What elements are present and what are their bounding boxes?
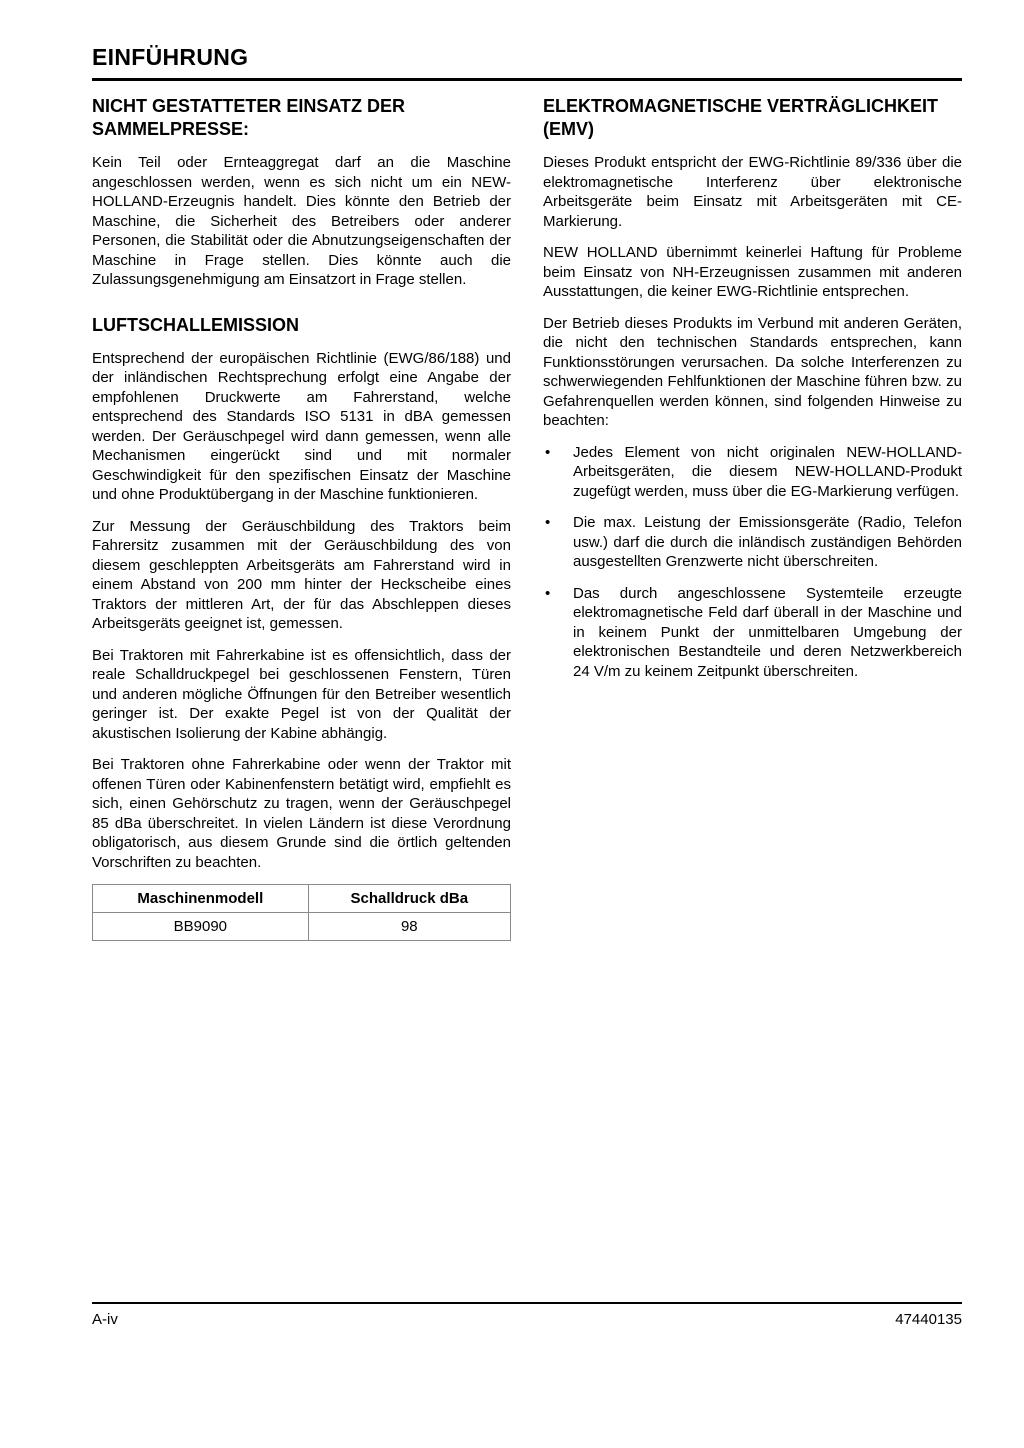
table-header-sound-pressure: Schalldruck dBa (308, 885, 510, 913)
bullet-item (543, 513, 962, 572)
left-column (92, 95, 511, 941)
paragraph: Bei Traktoren ohne Fahrerkabine oder wenn der Traktor mit offenen Türen oder Kabinenfenstern betätigt wird, empfiehlt es sich, einen Gehörschutz zu tragen, wenn der Geräuschpegel 85 dBa überschreitet. In vielen Ländern ist diese Verordnung obligatorisch, aus diesem Grunde sind die örtlich geltenden Vorschriften zu beachten. (92, 756, 511, 871)
section-heading-unauthorized-use: NICHT GESTATTETER EINSATZ DER SAMMELPRESSE: (92, 96, 405, 140)
page-content (92, 44, 962, 941)
two-column-layout (92, 95, 962, 941)
table-header-row (93, 885, 511, 913)
footer-page-number: A-iv (92, 1311, 118, 1328)
bullet-item (543, 443, 962, 502)
paragraph: Zur Messung der Geräuschbildung des Traktors beim Fahrersitz zusammen mit der Geräuschbildung des von diesem geschleppten Arbeitsgeräts am Fahrerstand wird in einem Abstand von 200 mm hinter der Heckscheibe eines Traktors der mittleren Art, der für das Abschleppen dieses Arbeitsgeräts geeignet ist, gemessen. (92, 517, 511, 633)
paragraph: Bei Traktoren mit Fahrerkabine ist es offensichtlich, dass der reale Schalldruckpegel bei geschlossenen Fenstern, Türen und anderen mögliche Öffnungen für den Betreiber wesentlich geringer ist. Der exakte Pegel ist von der Qualität der akustischen Isolierung der Kabine abhängig. (92, 646, 511, 742)
bullet-item (543, 584, 962, 682)
page-title: EINFÜHRUNG (92, 44, 249, 70)
paragraph: NEW HOLLAND übernimmt keinerlei Haftung für Probleme beim Einsatz von NH-Erzeugnissen zusammen mit anderen Ausstattungen, die keiner EWG-Richtlinie entsprechen. (543, 244, 962, 301)
right-column (543, 95, 962, 941)
table-cell-machine-model: BB9090 (93, 913, 309, 941)
paragraph: Dieses Produkt entspricht der EWG-Richtlinie 89/336 über die elektromagnetische Interferenz über elektronische Arbeitsgeräte beim Einsatz mit Arbeitsgeräten mit CE-Markierung. (543, 154, 962, 230)
title-rule (92, 78, 962, 81)
footer-doc-number: 47440135 (895, 1311, 962, 1328)
bullet-text: Jedes Element von nicht originalen NEW-HOLLAND-Arbeitsgeräten, die diesem NEW-HOLLAND-Produkt zugefügt werden, muss über die EG-Markierung verfügen. (573, 443, 962, 500)
sound-pressure-table (92, 884, 511, 941)
section-heading-emc: ELEKTROMAGNETISCHE VERTRÄGLICHKEIT (EMV) (543, 96, 939, 140)
section-heading-noise-emission: LUFTSCHALLEMISSION (92, 314, 299, 335)
table-header-machine-model: Maschinenmodell (93, 885, 309, 913)
bullet-text: Die max. Leistung der Emissionsgeräte (Radio, Telefon usw.) darf die durch die inländisch zuständigen Behörden ausgestellten Grenzwerte nicht überschreiten. (573, 514, 962, 571)
paragraph: Der Betrieb dieses Produkts im Verbund mit anderen Geräten, die nicht den technischen Standards entsprechen, kann Funktionsstörungen verursachen. Da solche Interferenzen zu schwerwiegenden Fehlfunktionen der Maschine führen bzw. zu Gefahrenquellen werden können, sind folgenden Hinweise zu beachten: (543, 314, 962, 430)
bullet-icon: • (545, 514, 551, 532)
paragraph: Entsprechend der europäischen Richtlinie (EWG/86/188) und der inländischen Rechtsprechung erfolgt eine Angabe der empfohlenen Druckwerte am Fahrerstand, welche entsprechend des Standards ISO 5131 in dBA gemessen werden. Der Geräuschpegel wird dann gemessen, wenn alle Mechanismen eingerückt sind und mit normaler Geschwindigkeit für den spezifischen Einsatz der Maschine und ohne Produktübergang in der Maschine funktionieren. (92, 349, 511, 504)
bullet-text: Das durch angeschlossene Systemteile erzeugte elektromagnetische Feld darf überall in der Maschine und in keinem Punkt der unmittelbaren Umgebung der elektronischen Bestandteile und deren Netzwerkbereich 24 V/m zu keinem Zeitpunkt überschreiten. (573, 584, 962, 680)
bullet-icon: • (545, 584, 551, 602)
table-cell-sound-pressure: 98 (308, 913, 510, 941)
bullet-icon: • (545, 443, 551, 461)
table-row (93, 913, 511, 941)
paragraph: Kein Teil oder Ernteaggregat darf an die Maschine angeschlossen werden, wenn es sich nicht um ein NEW-HOLLAND-Erzeugnis handelt. Dies könnte den Betrieb der Maschine, die Sicherheit des Betreibers oder anderer Personen, die Stabilität oder die Abnutzungseigenschaften der Maschine in Frage stellen. Dies könnte auch die Zulassungsgenehmigung am Einsatzort in Frage stellen. (92, 154, 511, 289)
page-footer (92, 1302, 962, 1328)
